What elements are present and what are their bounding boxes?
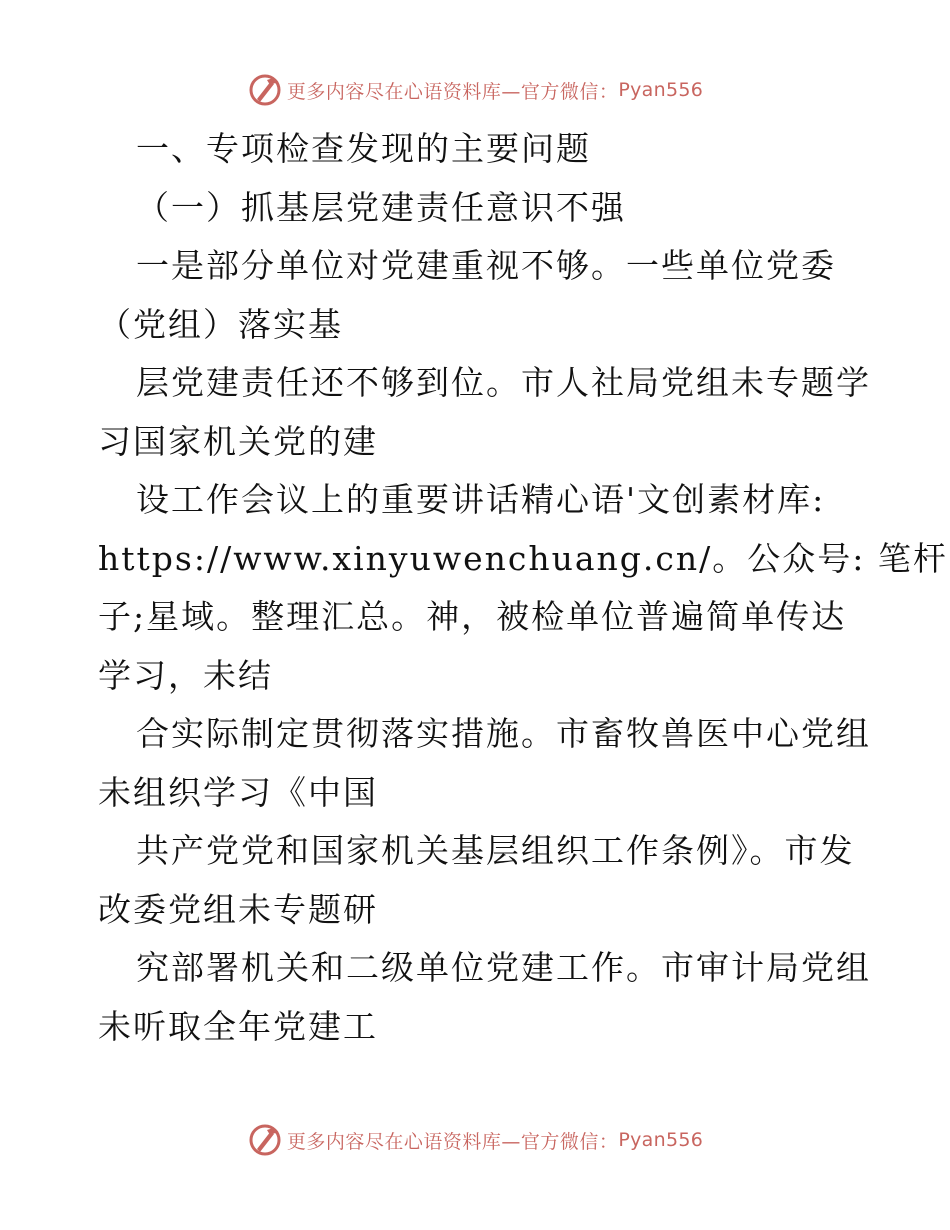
doc-line: 一是部分单位对党建重视不够。一些单位党委 bbox=[136, 246, 836, 285]
doc-line: 未组织学习《中国 bbox=[98, 772, 378, 812]
watermark-text: 更多内容尽在心语资料库—官方微信： bbox=[286, 1130, 619, 1153]
document-body bbox=[98, 120, 948, 1056]
doc-line: 共产党党和国家机关基层组织工作条例》。市发 bbox=[136, 831, 855, 870]
quill-pen-logo-icon bbox=[247, 72, 283, 108]
doc-line: （一）抓基层党建责任意识不强 bbox=[136, 187, 626, 227]
doc-line: 子;星域。整理汇总。神，被检单位普遍简单传达 bbox=[98, 597, 847, 636]
doc-line: 合实际制定贯彻落实措施。市畜牧兽医中心党组 bbox=[136, 714, 871, 753]
doc-line: 一、专项检查发现的主要问题 bbox=[136, 129, 591, 168]
doc-line: 学习，未结 bbox=[98, 655, 273, 695]
doc-line: 习国家机关党的建 bbox=[98, 421, 378, 461]
doc-line: 改委党组未专题研 bbox=[98, 889, 378, 929]
doc-line: （党组）落实基 bbox=[98, 304, 343, 344]
watermark-text: 更多内容尽在心语资料库—官方微信： bbox=[286, 80, 619, 103]
doc-line: 未听取全年党建工 bbox=[98, 1006, 378, 1046]
footer-watermark bbox=[0, 1120, 950, 1160]
doc-line: https://www.xinyuwenchuang.cn/。公众号: 笔杆 bbox=[98, 538, 948, 578]
quill-pen-logo-icon bbox=[247, 1122, 283, 1158]
watermark-contact: Pyan556 bbox=[618, 1129, 704, 1151]
doc-line: 设工作会议上的重要讲话精心语'文创素材库: bbox=[136, 480, 826, 519]
doc-line: 层党建责任还不够到位。市人社局党组未专题学 bbox=[136, 363, 871, 402]
header-watermark bbox=[0, 70, 950, 110]
watermark-contact: Pyan556 bbox=[618, 79, 704, 101]
doc-line: 究部署机关和二级单位党建工作。市审计局党组 bbox=[136, 948, 871, 987]
